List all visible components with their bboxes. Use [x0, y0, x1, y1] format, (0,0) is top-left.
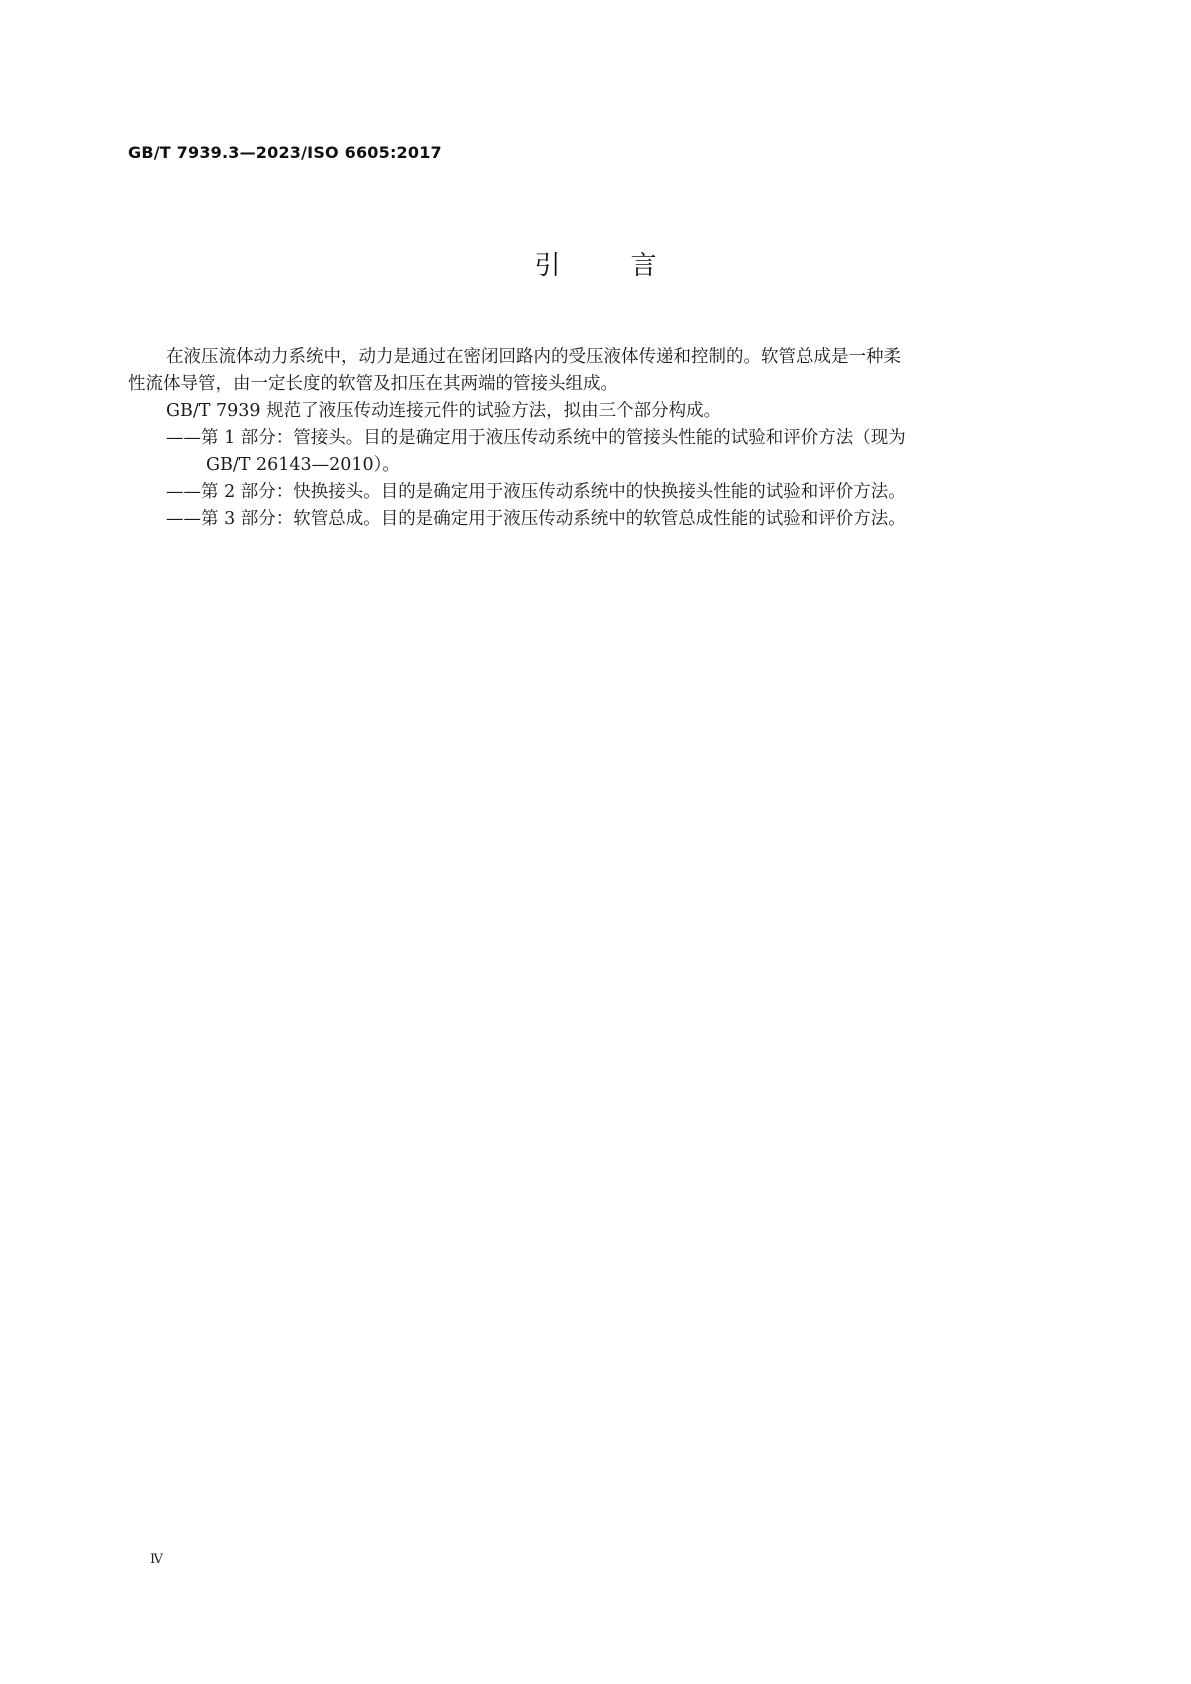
section-title-char-1: 引	[534, 251, 561, 281]
section-title-char-2: 言	[630, 251, 657, 281]
paragraph-1-line-1: 在液压流体动力系统中，动力是通过在密闭回路内的受压液体传递和控制的。软管总成是一种柔	[166, 347, 901, 367]
paragraph-1-line-2: 性流体导管，由一定长度的软管及扣压在其两端的管接头组成。	[128, 374, 618, 394]
paragraph-1	[128, 344, 1058, 398]
list-item-part-1-line-1: ——第 1 部分：管接头。目的是确定用于液压传动系统中的管接头性能的试验和评价方法（现为	[166, 428, 906, 448]
list-item-part-2: ——第 2 部分：快换接头。目的是确定用于液压传动系统中的快换接头性能的试验和评价方法。	[166, 482, 906, 502]
standard-code-header: GB/T 7939.3—2023/ISO 6605:2017	[128, 143, 442, 162]
section-title	[0, 245, 1191, 282]
list-item-part-1	[128, 425, 1058, 479]
introduction-body	[128, 344, 1058, 533]
paragraph-2: GB/T 7939 规范了液压传动连接元件的试验方法，拟由三个部分构成。	[166, 401, 722, 421]
page-number: Ⅳ	[150, 1552, 163, 1567]
list-item-part-1-line-2: GB/T 26143—2010）。	[206, 455, 400, 475]
list-item-part-3: ——第 3 部分：软管总成。目的是确定用于液压传动系统中的软管总成性能的试验和评价方法。	[166, 509, 906, 529]
